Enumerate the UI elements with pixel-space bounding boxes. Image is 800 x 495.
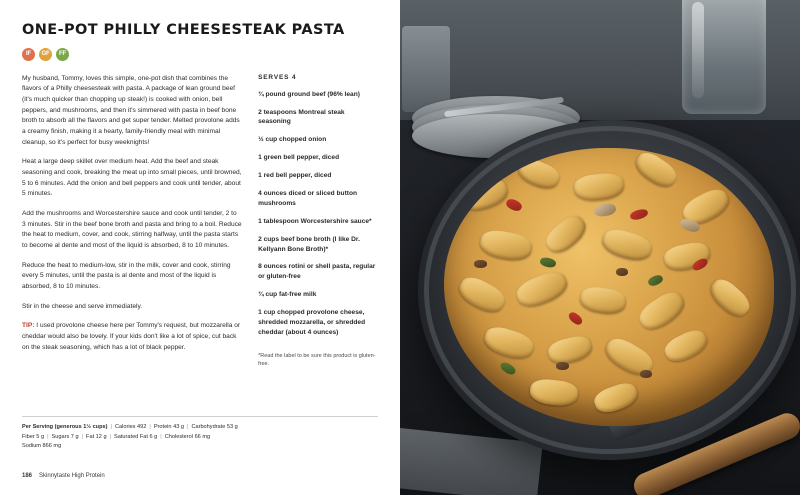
divider-dot: | [186, 424, 189, 431]
rotini-piece [573, 171, 625, 202]
nutrition-item: Sugars 7 g [51, 433, 79, 440]
nutrition-item: Fiber 5 g [22, 433, 45, 440]
list-item: ¾ cup fat-free milk [258, 291, 317, 299]
nutrition-item: Cholesterol 66 mg [164, 433, 211, 440]
ingredient-footnote: *Read the label to be sure this product is gluten-free. [258, 352, 376, 368]
nutrition-item: Sodium 866 mg [22, 442, 62, 449]
book-title: Skinnytaste High Protein [39, 473, 105, 479]
ground-beef-piece [556, 362, 569, 370]
nutrition-item: Protein 43 g [153, 424, 184, 431]
status-badge [56, 48, 69, 61]
ingredients-column [258, 74, 378, 369]
drinking-glass [682, 0, 766, 114]
badge-label: IF [26, 51, 31, 58]
method-column [22, 74, 242, 369]
diet-badge-group [22, 48, 378, 61]
list-item: 2 teaspoons Montreal steak seasoning [258, 108, 345, 126]
rotini-piece [662, 239, 712, 273]
badge-label: FF [59, 51, 66, 58]
list-item: 1 green bell pepper, diced [258, 154, 340, 162]
divider-dot: | [149, 424, 151, 431]
green-pepper-piece [647, 274, 664, 288]
tip-label: TIP: [22, 322, 35, 330]
list-item: 8 ounces rotini or shell pasta, regular or gluten-free [258, 263, 376, 281]
recipe-step: Stir in the cheese and serve immediately. [22, 302, 143, 310]
ground-beef-piece [616, 268, 628, 276]
status-badge [39, 48, 52, 61]
recipe-step: Heat a large deep skillet over medium heat. Add the beef and steak seasoning and cook, breaking the meat up into small pieces, until browned, 5 to 6 minutes. Add the onion and bell peppers and cook until tender, about 5 minutes. [22, 158, 242, 198]
serves-label: SERVES 4 [258, 73, 297, 81]
rotini-piece [515, 155, 563, 193]
page-footer [22, 473, 105, 479]
divider-dot: | [81, 433, 84, 440]
rotini-piece [546, 333, 594, 367]
recipe-columns [22, 74, 378, 369]
nutrition-item: Saturated Fat 6 g [114, 433, 158, 440]
nutrition-item: Fat 12 g [86, 433, 107, 440]
rotini-piece [481, 323, 537, 363]
list-item: ¾ pound ground beef (96% lean) [258, 90, 360, 98]
rotini-piece [591, 379, 641, 417]
rotini-piece [706, 274, 755, 321]
page-number: 186 [22, 473, 33, 479]
food-photograph [400, 0, 800, 495]
recipe-photo-page [400, 0, 800, 495]
rotini-piece [478, 228, 534, 264]
ground-beef-piece [640, 370, 652, 378]
page-title: ONE-POT PHILLY CHEESESTEAK PASTA [22, 22, 345, 38]
badge-label: GF [41, 51, 50, 58]
rotini-piece [455, 272, 510, 317]
list-item: 1 cup chopped provolone cheese, shredded mozzarella, or shredded cheddar (about 4 ounces) [258, 309, 366, 336]
divider-dot: | [47, 433, 49, 440]
nutrition-item: Calories 492 [114, 424, 147, 431]
list-item: ½ cup chopped onion [258, 136, 327, 144]
rotini-piece [661, 326, 711, 367]
rotini-piece [599, 226, 654, 265]
divider-dot: | [109, 433, 112, 440]
list-item: 4 ounces diced or sliced button mushrooms [258, 190, 358, 207]
ground-beef-piece [474, 260, 487, 268]
nutrition-panel [22, 416, 378, 451]
rotini-piece [513, 267, 571, 312]
green-pepper-piece [539, 256, 557, 268]
red-pepper-piece [505, 197, 524, 213]
divider-dot: | [160, 433, 162, 440]
pasta-dish [444, 148, 774, 426]
mushroom-piece [593, 202, 617, 218]
rotini-piece [541, 211, 591, 258]
recipe-step: Add the mushrooms and Worcestershire sauce and cook until tender, 2 to 3 minutes. Stir in the beef bone broth and pasta and bring to a boil. Reduce the heat to medium, cover, and cook, stirring halfway, until the pasta starts to become al dente and most of the liquid is absorbed, 8 to 10 minutes. [22, 210, 242, 250]
tip-text: I used provolone cheese here per Tommy's request, but mozzarella or cheddar would also be lovely. If your kids don't like a lot of spice, cut back on the steak seasoning, which has a lot of black pepper. [22, 322, 241, 351]
red-pepper-piece [629, 208, 649, 222]
recipe-step: Reduce the heat to medium-low, stir in the milk, cover and cook, stirring every 5 minutes, until the pasta is al dente and most of the liquid is absorbed, 8 to 10 minutes. [22, 261, 231, 291]
divider [22, 416, 378, 417]
rotini-piece [578, 285, 627, 316]
list-item: 2 cups beef bone broth (I like Dr. Kellyann Bone Broth)* [258, 235, 360, 253]
status-badge [22, 48, 35, 61]
list-item: 1 red bell pepper, diced [258, 172, 332, 180]
nutrition-facts [22, 423, 378, 451]
recipe-tip [22, 321, 242, 353]
rotini-piece [529, 378, 579, 408]
recipe-intro: My husband, Tommy, loves this simple, one-pot dish that combines the flavors of a Philly cheesesteak with pasta. A package of lean ground beef (it's much quicker than chopping up steak!) is cooked with onion, bell peppers, and mushrooms, and then it's simmered with pasta in beef bone broth to absorb all the flavors and get super tender. Melted provolone adds a creamy finish, making it a hearty, family-friendly meal with minimal cleanup, so it's perfect for busy weeknights! [22, 74, 240, 146]
nutrition-item: Carbohydrate 53 g [191, 424, 238, 431]
list-item: 1 tablespoon Worcestershire sauce* [258, 217, 372, 225]
green-pepper-piece [499, 360, 517, 376]
red-pepper-piece [567, 310, 584, 327]
divider-dot: | [110, 424, 112, 431]
nutrition-serving-label: Per Serving (generous 1½ cups) [22, 424, 108, 431]
rotini-piece [635, 287, 689, 335]
